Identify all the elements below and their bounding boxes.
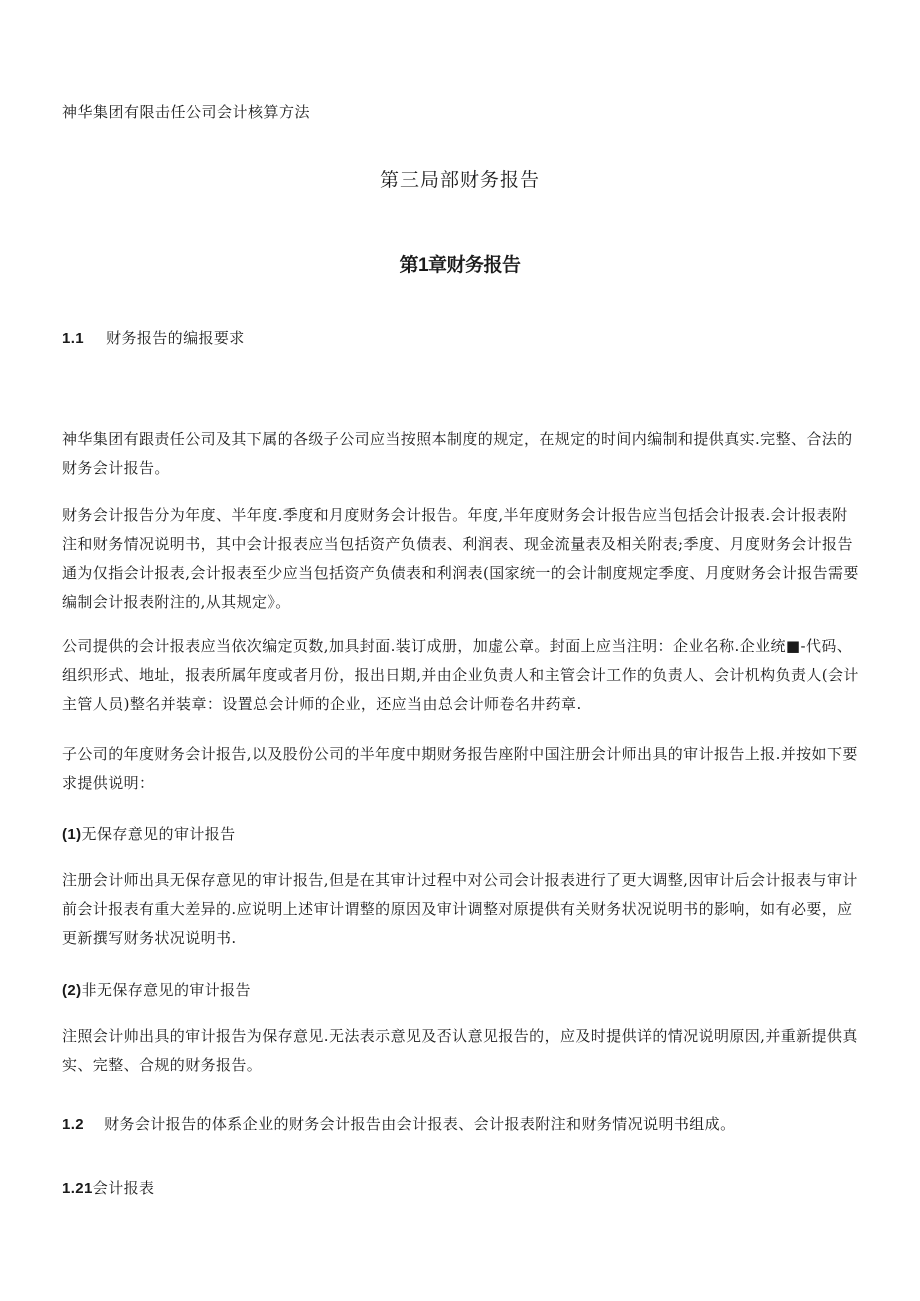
item-number: (2) bbox=[62, 982, 82, 999]
chapter-title: 第1章财务报告 bbox=[399, 255, 521, 276]
paragraph: 注照会计帅出具的审计报告为保存意见.无法表示意见及否认意见报告的，应及时提供详的情况说明原因,并重新提供真实、完整、合规的财务报告。 bbox=[62, 1027, 858, 1074]
section-number: 1.1 bbox=[62, 330, 85, 347]
section-1-2-heading bbox=[62, 1113, 735, 1134]
paragraph: 注册会计师出具无保存意见的审计报告,但是在其审计过程中对公司会计报表进行了更大调整,因审计后会计报表与审计前会计报表有重大差异的.应说明上述审计谓整的原因及审计调整对原提供有关财务状况说明书的影响，如有必要，应更新撰写财务状况说明书. bbox=[62, 871, 858, 947]
item-title: 非无保存意见的审计报告 bbox=[81, 981, 251, 999]
part-title: 第三局部财务报告 bbox=[379, 169, 540, 191]
section-1-1-heading bbox=[62, 327, 245, 348]
item-number: (1) bbox=[62, 826, 82, 843]
item-title: 无保存意见的审计报告 bbox=[81, 825, 236, 843]
paragraph: 子公司的年度财务会计报告,以及股份公司的半年度中期财务报告座附中国注册会计师出具的审计报告上报.并按如下要求提供说明： bbox=[62, 745, 858, 792]
document-header: 神华集团有限击任公司会计核算方法 bbox=[62, 103, 311, 121]
paragraph: 公司提供的会计报表应当依次编定页数,加具封面.装订成册，加虚公章。封面上应当注明：企业名称.企业统■-代码、组织形式、地址，报表所属年度或者月份，报出日期,并由企业负责人和主管会计工作的负责人、会计机构负责人(会计主管人员)整名并装章：设置总会计师的企业，还应当由总会计师卷名井药章. bbox=[62, 637, 859, 713]
section-number: 1.2 bbox=[62, 1116, 85, 1133]
section-title: 财务会计报告的体系企业的财务会计报告由会计报表、会计报表附注和财务情况说明书组成。 bbox=[104, 1115, 736, 1133]
item-1-heading bbox=[62, 823, 236, 844]
section-1-21-heading bbox=[62, 1177, 154, 1198]
paragraph: 神华集团有跟责任公司及其下属的各级子公司应当按照本制度的规定，在规定的时间内编制和提供真实.完整、合法的财务会计报告。 bbox=[62, 430, 853, 477]
section-title: 会计报表 bbox=[92, 1179, 155, 1197]
paragraph: 财务会计报告分为年度、半年度.季度和月度财务会计报告。年度,半年度财务会计报告应当包括会计报表.会计报表附注和财务情况说明书，其中会计报表应当包括资产负债表、利润表、现金流量表及相关附表;季度、月度财务会计报告通为仅指会计报表,会计报表至少应当包括资产负债表和利润表(国家统一的会计制度规定季度、月度财务会计报告需要编制会计报表附注的,从其规定》。 bbox=[62, 506, 859, 611]
section-number: 1.21 bbox=[62, 1180, 93, 1197]
item-2-heading bbox=[62, 979, 251, 1000]
section-title: 财务报告的编报要求 bbox=[106, 329, 245, 347]
